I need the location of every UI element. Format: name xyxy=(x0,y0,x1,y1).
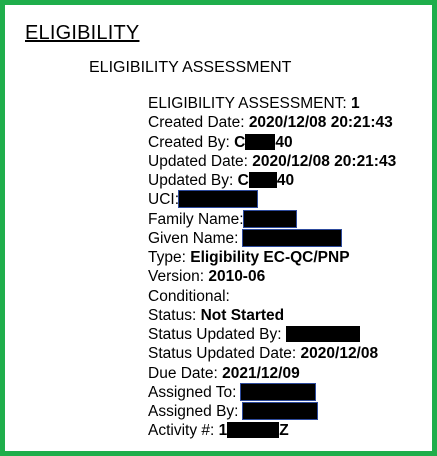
field-created-by xyxy=(148,133,396,152)
assessment-heading: ELIGIBILITY ASSESSMENT xyxy=(89,59,292,76)
field-value: 2020/12/08 xyxy=(300,345,379,363)
field-label: ELIGIBILITY ASSESSMENT: xyxy=(148,95,347,112)
field-value: 2020/12/08 20:21:43 xyxy=(248,114,393,132)
field-family-name xyxy=(148,210,396,229)
field-label: Status Updated Date: xyxy=(148,345,297,363)
field-version xyxy=(148,267,396,286)
field-value: 2010-06 xyxy=(208,268,266,286)
field-value: 2020/12/08 20:21:43 xyxy=(252,152,397,170)
section-title: ELIGIBILITY xyxy=(25,22,140,44)
field-value-suffix: 40 xyxy=(275,133,293,151)
field-activity xyxy=(148,421,396,440)
field-assessment xyxy=(148,94,396,113)
field-label: Updated By: xyxy=(148,172,234,189)
field-status xyxy=(148,306,396,325)
field-label: UCI: xyxy=(148,191,179,209)
redaction-block xyxy=(243,230,341,246)
field-value: 1 xyxy=(351,95,360,112)
field-value-prefix: 1 xyxy=(218,422,228,440)
field-assigned-to xyxy=(148,383,396,402)
field-label: Version: xyxy=(148,268,205,286)
redaction-block xyxy=(244,211,296,227)
field-type xyxy=(148,248,396,267)
field-value-suffix: Z xyxy=(279,422,289,440)
field-label: Family Name: xyxy=(148,210,244,228)
field-label: Activity #: xyxy=(148,422,215,440)
field-value-suffix: 40 xyxy=(276,172,295,189)
field-uci xyxy=(148,190,396,209)
field-assigned-by xyxy=(148,402,396,421)
field-value: 2021/12/09 xyxy=(222,364,300,382)
field-label: Status: xyxy=(148,306,197,324)
redaction-block xyxy=(249,172,277,188)
assessment-fields xyxy=(148,94,396,441)
field-label: Assigned By: xyxy=(148,403,239,420)
field-status-updated-date xyxy=(148,344,396,363)
redaction-block xyxy=(227,422,279,438)
field-given-name xyxy=(148,229,396,248)
field-label: Due Date: xyxy=(148,364,218,382)
field-label: Status Updated By: xyxy=(148,326,282,343)
redaction-block xyxy=(179,191,257,207)
field-value-prefix: C xyxy=(237,172,249,189)
field-updated-date xyxy=(148,152,396,171)
redaction-block xyxy=(245,134,275,150)
redaction-block xyxy=(286,326,360,342)
field-status-updated-by xyxy=(148,325,396,344)
field-label: Created Date: xyxy=(148,114,245,132)
field-label: Given Name: xyxy=(148,229,239,247)
field-value: Not Started xyxy=(200,306,285,324)
field-label: Conditional: xyxy=(148,287,230,305)
field-value: Eligibility EC-QC/PNP xyxy=(190,249,350,266)
redaction-block xyxy=(241,384,315,400)
field-due-date xyxy=(148,364,396,383)
field-label: Created By: xyxy=(148,133,230,151)
field-created-date xyxy=(148,113,396,132)
field-conditional xyxy=(148,287,396,306)
redaction-block xyxy=(243,403,317,419)
field-label: Assigned To: xyxy=(148,383,237,401)
field-label: Updated Date: xyxy=(148,152,248,170)
field-updated-by xyxy=(148,171,396,190)
field-value-prefix: C xyxy=(234,133,246,151)
field-label: Type: xyxy=(148,249,186,266)
